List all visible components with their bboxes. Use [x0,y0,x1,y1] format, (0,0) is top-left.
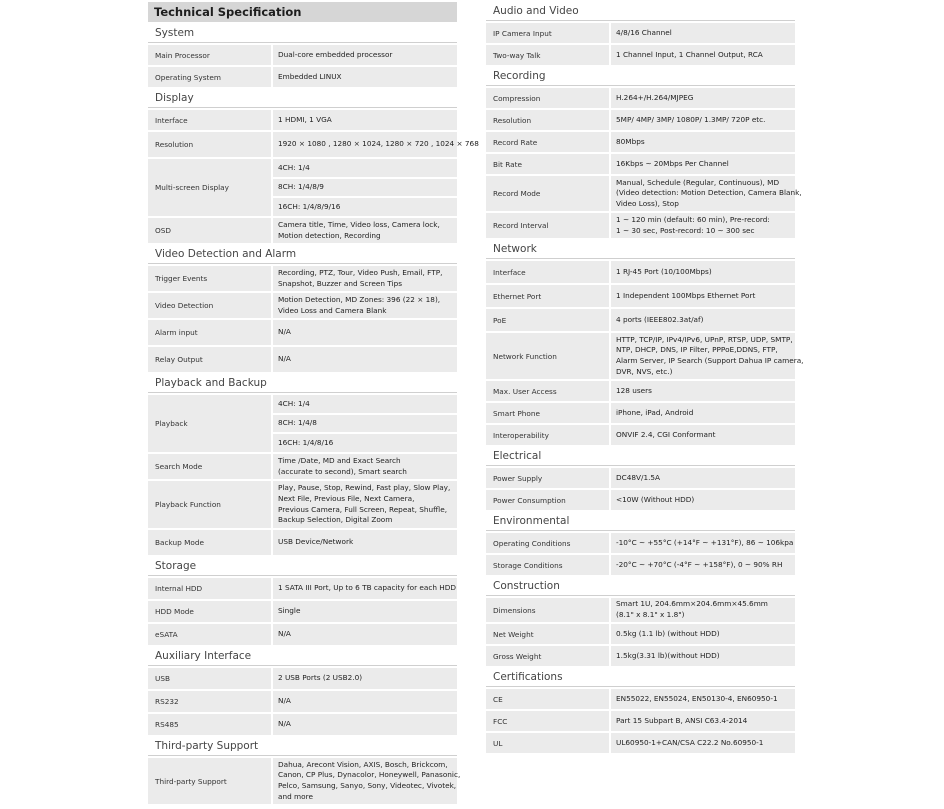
section-environmental [486,512,795,575]
spec-row [148,293,457,318]
spec-value [611,110,795,130]
spec-row [148,320,457,345]
spec-row [148,395,457,452]
spec-label: Search Mode [148,454,273,479]
spec-value-line: Previous Camera, Full Screen, Repeat, Shuffle, [278,504,448,514]
spec-value [273,45,457,65]
spec-value [273,293,457,318]
spec-value-line: 1 ~ 30 sec, Post-record: 10 ~ 300 sec [616,225,755,235]
spec-label: Dimensions [486,598,611,622]
spec-value [611,689,795,709]
spec-label: Two-way Talk [486,45,611,65]
spec-label: PoE [486,309,611,331]
spec-row [486,468,795,488]
spec-value-line: NTP, DHCP, DNS, IP Filter, PPPoE,DDNS, FTP, [616,345,778,355]
spec-value [273,668,457,689]
spec-value-line: -20°C ~ +70°C (-4°F ~ +158°F), 0 ~ 90% RH [616,559,783,569]
spec-value-line: DC48V/1.5A [616,472,661,482]
spec-value-line: 1 Channel Input, 1 Channel Output, RCA [616,49,763,59]
section-recording [486,67,802,238]
spec-value-line: 0.5kg (1.1 lb) (without HDD) [616,628,720,638]
spec-value-line: 1 SATA III Port, Up to 6 TB capacity for each HDD [278,583,457,593]
section-display [148,89,479,243]
spec-row [486,689,795,709]
spec-label: OSD [148,218,273,243]
spec-value [611,213,795,238]
spec-label: Operating Conditions [486,533,611,553]
spec-value-line: 4CH: 1/4 [273,159,457,179]
spec-value-line: (Video detection: Motion Detection, Camera Blank, [616,188,802,198]
spec-label: Ethernet Port [486,285,611,307]
spec-value-line: Backup Selection, Digital Zoom [278,515,393,525]
spec-value [611,285,795,307]
spec-value-line: 1 Independent 100Mbps Ethernet Port [616,290,756,300]
spec-label: Playback Function [148,481,273,528]
spec-value-line: Manual, Schedule (Regular, Continuous), MD [616,177,780,187]
section-heading: Network [486,240,795,259]
spec-value-line: Part 15 Subpart B, ANSI C63.4-2014 [616,715,748,725]
spec-value [273,320,457,345]
spec-value [273,454,457,479]
spec-row [148,668,457,689]
spec-value-line: Video Loss), Stop [616,198,679,208]
spec-label: Network Function [486,333,611,379]
spec-value [611,309,795,331]
spec-value-line: Dahua, Arecont Vision, AXIS, Bosch, Brickcom, [278,759,448,769]
spec-row [486,381,795,401]
spec-value [611,711,795,731]
section-construction [486,577,795,666]
spec-value-line: USB Device/Network [278,537,354,547]
section-playback-and-backup [148,374,457,555]
spec-value [611,261,795,283]
spec-row [148,45,457,65]
spec-row [486,555,795,575]
spec-label: Video Detection [148,293,273,318]
spec-row [148,758,461,804]
spec-value-line: 5MP/ 4MP/ 3MP/ 1080P/ 1.3MP/ 720P etc. [616,114,766,124]
spec-row [486,213,795,238]
spec-row [486,23,795,43]
spec-value-line: Single [278,606,301,616]
spec-label: Max. User Access [486,381,611,401]
spec-value-line: N/A [278,696,291,706]
spec-value-line: N/A [278,354,291,364]
spec-value-line: <10W (Without HDD) [616,494,695,504]
section-audio-and-video [486,2,795,65]
spec-value-line: 16Kbps ~ 20Mbps Per Channel [616,158,729,168]
spec-row [148,110,457,130]
spec-row [148,454,457,479]
spec-value-line: (accurate to second), Smart search [278,466,407,476]
spec-label: CE [486,689,611,709]
spec-label: Record Interval [486,213,611,238]
section-heading: Playback and Backup [148,374,457,393]
spec-value-line: and more [278,791,313,801]
spec-row [148,132,479,157]
spec-value [611,425,795,445]
spec-value [611,88,795,108]
spec-value-line: N/A [278,327,291,337]
spec-value [273,691,457,712]
spec-label: Relay Output [148,347,273,372]
spec-label: Resolution [148,132,273,157]
spec-row [486,309,795,331]
spec-value [611,333,807,379]
spec-value [611,555,795,575]
spec-label: Backup Mode [148,530,273,555]
spec-row [486,45,795,65]
spec-label: Internal HDD [148,578,273,599]
spec-label: Gross Weight [486,646,611,666]
section-heading: System [148,24,457,43]
spec-value [273,481,457,528]
section-video-detection-and-alarm [148,245,457,372]
spec-label: Power Consumption [486,490,611,510]
section-heading: Auxiliary Interface [148,647,457,666]
section-heading: Storage [148,557,457,576]
spec-row [148,578,457,599]
spec-label: IP Camera Input [486,23,611,43]
spec-value [273,132,482,157]
spec-label: Resolution [486,110,611,130]
spec-label: UL [486,733,611,753]
spec-label: Compression [486,88,611,108]
spec-value-line: 4/8/16 Channel [616,27,672,37]
spec-value-line: Dual-core embedded processor [278,49,393,59]
spec-row [148,347,457,372]
spec-value-line: 1920 × 1080 , 1280 × 1024, 1280 × 720 , 1024 × 768 [278,139,479,149]
spec-label: Trigger Events [148,266,273,291]
section-third-party-support [148,737,461,804]
spec-row [486,132,795,152]
spec-value-line: 16CH: 1/4/8/16 [278,437,334,447]
spec-label: Net Weight [486,624,611,644]
spec-row [148,601,457,622]
spec-label: Storage Conditions [486,555,611,575]
spec-value-line: Time /Date, MD and Exact Search [278,455,401,465]
spec-value-line: HTTP, TCP/IP, IPv4/IPv6, UPnP, RTSP, UDP, SMTP, [616,334,793,344]
right-column [486,2,804,755]
spec-value [611,176,805,211]
spec-value [273,110,457,130]
spec-row [148,159,457,216]
section-heading: Third-party Support [148,737,457,756]
spec-value-line: 4 ports (IEEE802.3at/af) [616,314,704,324]
spec-value [611,646,795,666]
spec-row [148,691,457,712]
spec-row [148,530,457,555]
spec-value [273,530,457,555]
section-heading: Certifications [486,668,795,687]
spec-row [148,266,457,291]
spec-value [611,490,795,510]
spec-label: Operating System [148,67,273,87]
spec-row [486,403,795,423]
spec-label: RS485 [148,714,273,735]
spec-row [486,711,795,731]
spec-value-line: EN55022, EN55024, EN50130-4, EN60950-1 [616,693,778,703]
section-heading: Construction [486,577,795,596]
spec-value-line: Smart 1U, 204.6mm×204.6mm×45.6mm [616,599,768,609]
spec-row [486,110,795,130]
spec-label: Interface [148,110,273,130]
spec-value-line: H.264+/H.264/MJPEG [616,92,694,102]
spec-value-line: 80Mbps [616,136,645,146]
spec-value [611,132,795,152]
spec-value-line: Camera title, Time, Video loss, Camera lock, [278,219,440,229]
spec-label: Interface [486,261,611,283]
spec-value-line: -10°C ~ +55°C (+14°F ~ +131°F), 86 ~ 106kpa [616,537,794,547]
spec-row [486,533,795,553]
section-network [486,240,804,445]
spec-label: Record Rate [486,132,611,152]
spec-value-line: 8CH: 1/4/8/9 [273,179,457,199]
section-heading: Video Detection and Alarm [148,245,457,264]
spec-value-line: iPhone, iPad, Android [616,407,694,417]
spec-label: Alarm input [148,320,273,345]
spec-value-line: Alarm Server, IP Search (Support Dahua IP camera, [616,356,804,365]
spec-value [273,714,457,735]
spec-value [273,347,457,372]
spec-value-line: 4CH: 1/4 [273,395,457,415]
spec-value [611,45,795,65]
spec-value-line: Motion detection, Recording [278,230,381,240]
spec-value-line: Motion Detection, MD Zones: 396 (22 × 18), [278,294,441,304]
spec-value-line: Canon, CP Plus, Dynacolor, Honeywell, Panasonic, [278,770,461,780]
spec-row [486,646,795,666]
spec-value-line: 8CH: 1/4/8 [273,415,457,435]
spec-row [148,67,457,87]
spec-label: Power Supply [486,468,611,488]
section-storage [148,557,457,645]
spec-label: Third-party Support [148,758,273,804]
spec-row [486,733,795,753]
document-title: Technical Specification [148,2,457,22]
spec-value [273,159,457,216]
spec-value-line: Snapshot, Buzzer and Screen Tips [278,278,402,288]
spec-label: Smart Phone [486,403,611,423]
spec-value [611,23,795,43]
spec-value-line: Next File, Previous File, Next Camera, [278,493,415,503]
spec-value-line: 128 users [616,385,652,395]
spec-value-line: Video Loss and Camera Blank [278,305,387,315]
spec-row [148,218,457,243]
spec-row [486,598,795,622]
spec-value-line: 1 ~ 120 min (default: 60 min), Pre-record: [616,214,770,224]
spec-value-line: Embedded LINUX [278,71,342,81]
spec-row [148,624,457,645]
spec-value [611,533,796,553]
spec-value-line: 1.5kg(3.31 lb)(without HDD) [616,650,720,660]
spec-value-line: N/A [278,719,291,729]
spec-label: RS232 [148,691,273,712]
spec-row [486,261,795,283]
spec-row [486,176,802,211]
spec-value [273,218,457,243]
spec-value [611,468,795,488]
spec-value-line: UL60950-1+CAN/CSA C22.2 No.60950-1 [616,737,764,747]
spec-row [486,425,795,445]
spec-row [486,624,795,644]
section-heading: Display [148,89,457,108]
spec-value-line: N/A [278,629,291,639]
spec-row [486,154,795,174]
section-heading: Environmental [486,512,795,531]
spec-value [273,266,457,291]
spec-value [611,733,795,753]
spec-value [611,381,795,401]
spec-label: Interoperability [486,425,611,445]
spec-label: Main Processor [148,45,273,65]
spec-value [273,758,463,804]
spec-label: USB [148,668,273,689]
spec-label: eSATA [148,624,273,645]
spec-value-line: (8.1" x 8.1" x 1.8") [616,610,685,619]
spec-row [486,285,795,307]
spec-value [273,578,459,599]
spec-value-line: ONVIF 2.4, CGI Conformant [616,429,716,439]
spec-value [611,154,795,174]
spec-value [611,598,795,622]
spec-value-line: 1 HDMI, 1 VGA [278,114,332,124]
spec-label: HDD Mode [148,601,273,622]
spec-label: Bit Rate [486,154,611,174]
spec-row [148,481,457,528]
section-auxiliary-interface [148,647,457,735]
spec-value [273,624,457,645]
spec-value-line: 2 USB Ports (2 USB2.0) [278,673,363,683]
spec-label: FCC [486,711,611,731]
spec-value [611,403,795,423]
spec-value [273,601,457,622]
spec-row [486,88,795,108]
spec-label: Playback [148,395,273,452]
spec-row [148,714,457,735]
spec-value-line: 1 RJ-45 Port (10/100Mbps) [616,266,712,276]
spec-row [486,490,795,510]
spec-label: Multi-screen Display [148,159,273,216]
spec-value-line: DVR, NVS, etc.) [616,366,673,376]
spec-value [273,67,457,87]
spec-value-line: Play, Pause, Stop, Rewind, Fast play, Slow Play, [278,483,451,493]
section-heading: Recording [486,67,795,86]
spec-value [273,395,457,452]
spec-value-line: 16CH: 1/4/8/9/16 [278,201,341,211]
left-column [148,2,479,806]
section-heading: Audio and Video [486,2,795,21]
spec-value [611,624,795,644]
section-system [148,24,457,87]
section-certifications [486,668,795,753]
spec-row [486,333,804,379]
spec-value-line: Recording, PTZ, Tour, Video Push, Email, FTP, [278,267,443,277]
section-electrical [486,447,795,510]
section-heading: Electrical [486,447,795,466]
spec-label: Record Mode [486,176,611,211]
spec-value-line: Pelco, Samsung, Sanyo, Sony, Videotec, Vivotek, [278,781,457,790]
